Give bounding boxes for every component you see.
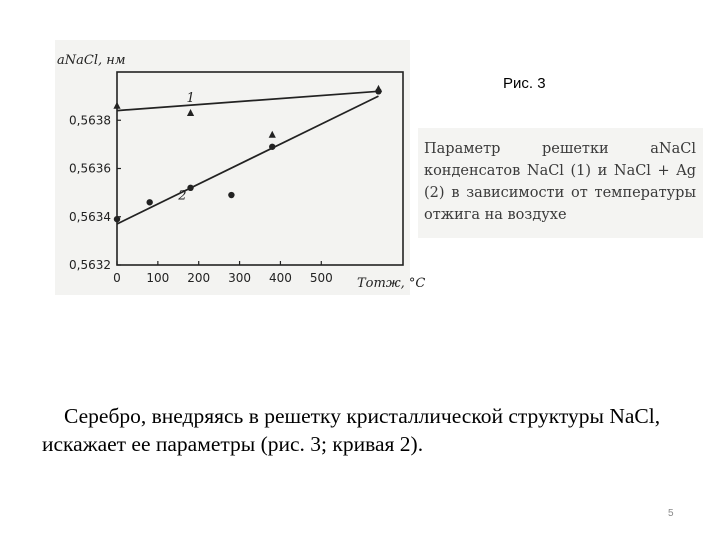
circle-point bbox=[228, 192, 234, 198]
figure-caption: Параметр решетки aNaCl конденсатов NaCl (1) и NaCl + Ag (2) в зависимости от температуры отжига на воздухе bbox=[424, 141, 696, 223]
triangle-point bbox=[187, 109, 194, 116]
triangle-point bbox=[269, 131, 276, 138]
chart-svg bbox=[55, 40, 426, 295]
y-tick-label: 0,5634 bbox=[69, 209, 111, 224]
x-tick-label: 400 bbox=[268, 271, 292, 285]
x-tick-label: 200 bbox=[187, 271, 211, 285]
annealing-chart bbox=[55, 40, 426, 295]
circle-point bbox=[146, 199, 152, 205]
chart-axes bbox=[117, 72, 403, 265]
y-tick-label: 0,5638 bbox=[69, 113, 111, 128]
chart-labels bbox=[57, 53, 425, 291]
fit-line-series-1 bbox=[117, 91, 378, 110]
x-tick-label: 100 bbox=[146, 271, 170, 285]
figure-label: Рис. 3 bbox=[503, 75, 546, 92]
chart-ticks bbox=[69, 113, 333, 285]
y-tick-label: 0,5632 bbox=[69, 258, 111, 272]
x-tick-label: 0 bbox=[113, 271, 121, 285]
page-number: 5 bbox=[668, 508, 674, 519]
data-points bbox=[113, 85, 382, 222]
circle-point bbox=[114, 216, 120, 222]
x-axis-title: Tотж, °C bbox=[357, 276, 426, 291]
circle-point bbox=[187, 185, 193, 191]
fit-line-series-2 bbox=[117, 96, 378, 224]
x-tick-label: 500 bbox=[309, 271, 333, 285]
series-label-1: 1 bbox=[186, 90, 195, 106]
y-tick-label: 0,5636 bbox=[69, 161, 111, 176]
y-axis-title: aNaCl, нм bbox=[57, 53, 126, 68]
body-paragraph: Серебро, внедряясь в решетку кристаллической структуры NaCl, искажает ее параметры (рис. 3; кривая 2). bbox=[42, 404, 661, 456]
series-label-2: 2 bbox=[178, 188, 187, 204]
figure-caption-box bbox=[418, 128, 703, 238]
circle-point bbox=[269, 144, 275, 150]
triangle-point bbox=[113, 102, 120, 109]
plot-frame bbox=[117, 72, 403, 265]
circle-point bbox=[375, 88, 381, 94]
x-tick-label: 300 bbox=[228, 271, 252, 285]
fit-lines bbox=[117, 91, 378, 224]
